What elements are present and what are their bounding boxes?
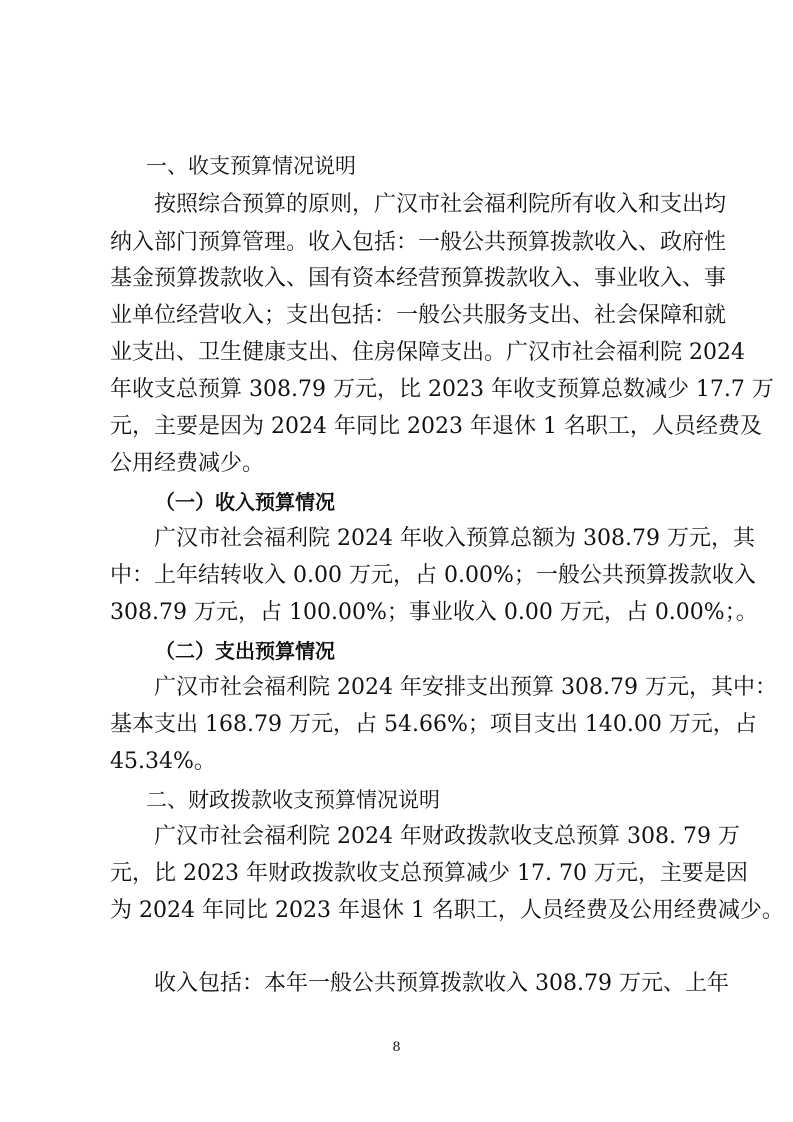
page-number: 8 [392,1040,401,1055]
section1-line-7: 元，主要是因为 2024 年同比 2023 年退休 1 名职工，人员经费及 [110,414,762,439]
expense-line-2: 基本支出 168.79 万元，占 54.66%；项目支出 140.00 万元，占 [110,712,757,737]
section1-heading: 一、收支预算情况说明 [146,154,356,178]
section2-line-1: 广汉市社会福利院 2024 年财政拨款收支总预算 308. 79 万 [154,824,740,849]
section1-line-6: 年收支总预算 308.79 万元，比 2023 年收支预算总数减少 17.7 万 [110,377,774,402]
expense-heading: （二）支出预算情况 [155,639,335,663]
section1-line-5: 业支出、卫生健康支出、住房保障支出。广汉市社会福利院 2024 [110,340,745,365]
expense-line-3: 45.34%。 [110,749,216,774]
section2-income-line: 收入包括：本年一般公共预算拨款收入 308.79 万元、上年 [154,971,729,996]
income-line-3: 308.79 万元，占 100.00%；事业收入 0.00 万元，占 0.00%；。 [110,600,758,625]
section1-line-3: 基金预算拨款收入、国有资本经营预算拨款收入、事业收入、事 [110,266,727,291]
section2-heading: 二、财政拨款收支预算情况说明 [146,788,440,812]
section2-line-3: 为 2024 年同比 2023 年退休 1 名职工，人员经费及公用经费减少。 [110,898,784,923]
income-line-1: 广汉市社会福利院 2024 年收入预算总额为 308.79 万元，其 [154,526,755,551]
section1-line-2: 纳入部门预算管理。收入包括：一般公共预算拨款收入、政府性 [110,230,727,255]
section2-line-2: 元，比 2023 年财政拨款收支总预算减少 17. 70 万元，主要是因 [110,861,748,886]
income-heading: （一）收入预算情况 [155,490,335,514]
income-line-2: 中：上年结转收入 0.00 万元，占 0.00%；一般公共预算拨款收入 [110,563,756,588]
section1-line-4: 业单位经营收入；支出包括：一般公共服务支出、社会保障和就 [110,303,727,328]
section1-line-8: 公用经费减少。 [110,451,265,476]
expense-line-1: 广汉市社会福利院 2024 年安排支出预算 308.79 万元，其中： [154,675,777,700]
section1-line-1: 按照综合预算的原则，广汉市社会福利院所有收入和支出均 [154,192,727,217]
